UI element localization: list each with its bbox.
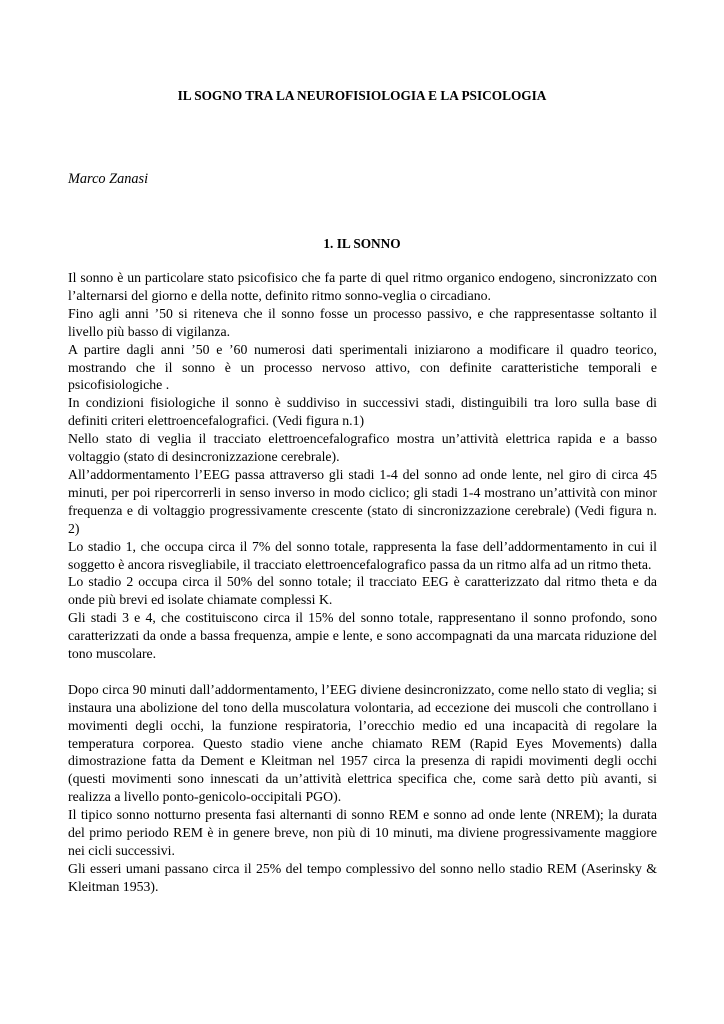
- paragraph: Il tipico sonno notturno presenta fasi alternanti di sonno REM e sonno ad onde lente (NREM); la durata del primo periodo REM è in genere breve, non più di 10 minuti, ma diviene progressivamente maggiore nei cicli successivi.: [68, 807, 657, 858]
- paragraph: Nello stato di veglia il tracciato elettroencefalografico mostra un’attività elettrica rapida e a basso voltaggio (stato di desincronizzazione cerebrale).: [68, 431, 657, 465]
- paragraph: Fino agli anni ’50 si riteneva che il sonno fosse un processo passivo, e che rappresentasse soltanto il livello più basso di vigilanza.: [68, 305, 657, 339]
- paragraph: Lo stadio 2 occupa circa il 50% del sonno totale; il tracciato EEG è caratterizzato dal ritmo theta e da onde più brevi ed isolate chiamate complessi K.: [68, 574, 657, 608]
- paragraph: Lo stadio 1, che occupa circa il 7% del sonno totale, rappresenta la fase dell’addormentamento in cui il soggetto è ancora risvegliabile, il tracciato elettroencefalografico passa da un ritmo alfa ad un ritmo theta.: [68, 538, 657, 572]
- author-name: Marco Zanasi: [68, 171, 149, 187]
- paragraph: A partire dagli anni ’50 e ’60 numerosi dati sperimentali iniziarono a modificare il quadro teorico, mostrando che il sonno è un processo nervoso attivo, con definite caratteristiche temporali e psicofisiologiche .: [68, 341, 657, 393]
- paragraph: Il sonno è un particolare stato psicofisico che fa parte di quel ritmo organico endogeno, sincronizzato con l’alternarsi del giorno e della notte, definito ritmo sonno-veglia o circadiano.: [68, 270, 657, 303]
- paragraph: In condizioni fisiologiche il sonno è suddiviso in successivi stadi, distinguibili tra loro sulla base di definiti criteri elettroencefalografici. (Vedi figura n.1): [68, 395, 657, 429]
- paragraph: Gli esseri umani passano circa il 25% del tempo complessivo del sonno nello stadio REM (Aserinsky & Kleitman 1953).: [68, 860, 657, 894]
- document-title: IL SOGNO TRA LA NEUROFISIOLOGIA E LA PSICOLOGIA: [177, 88, 547, 103]
- paragraph: All’addormentamento l’EEG passa attraverso gli stadi 1-4 del sonno ad onde lente, nel giro di circa 45 minuti, per poi ripercorrerli in senso inverso in modo ciclico; gli stadi 1-4 mostrano un’attività con minor frequenza e di voltaggio progressivamente crescente (stato di sincronizzazione cerebrale) (Vedi figura n. 2): [68, 466, 657, 536]
- body-text: [68, 269, 657, 896]
- paragraph: Gli stadi 3 e 4, che costituiscono circa il 15% del sonno totale, rappresentano il sonno profondo, sono caratterizzati da onde a bassa frequenza, ampie e lente, e sono accompagnati da una marcata riduzione del tono muscolare.: [68, 610, 657, 662]
- section-heading: 1. IL SONNO: [323, 236, 401, 251]
- paragraph: Dopo circa 90 minuti dall’addormentamento, l’EEG diviene desincronizzato, come nello stato di veglia; si instaura una abolizione del tono della muscolatura volontaria, ad eccezione dei muscoli che controllano i movimenti degli occhi, la funzione respiratoria, l’orecchio medio ed una incapacità di regolare la temperatura corporea. Questo stadio viene anche chiamato REM (Rapid Eyes Movements) dalla dimostrazione fatta da Dement e Kleitman nel 1957 circa la presenza di rapidi movimenti degli occhi (questi movimenti sono innescati da un’attività elettrica specifica che, come sarà detto più avanti, si realizza a livello ponto-genicolo-occipitali PGO).: [68, 681, 657, 805]
